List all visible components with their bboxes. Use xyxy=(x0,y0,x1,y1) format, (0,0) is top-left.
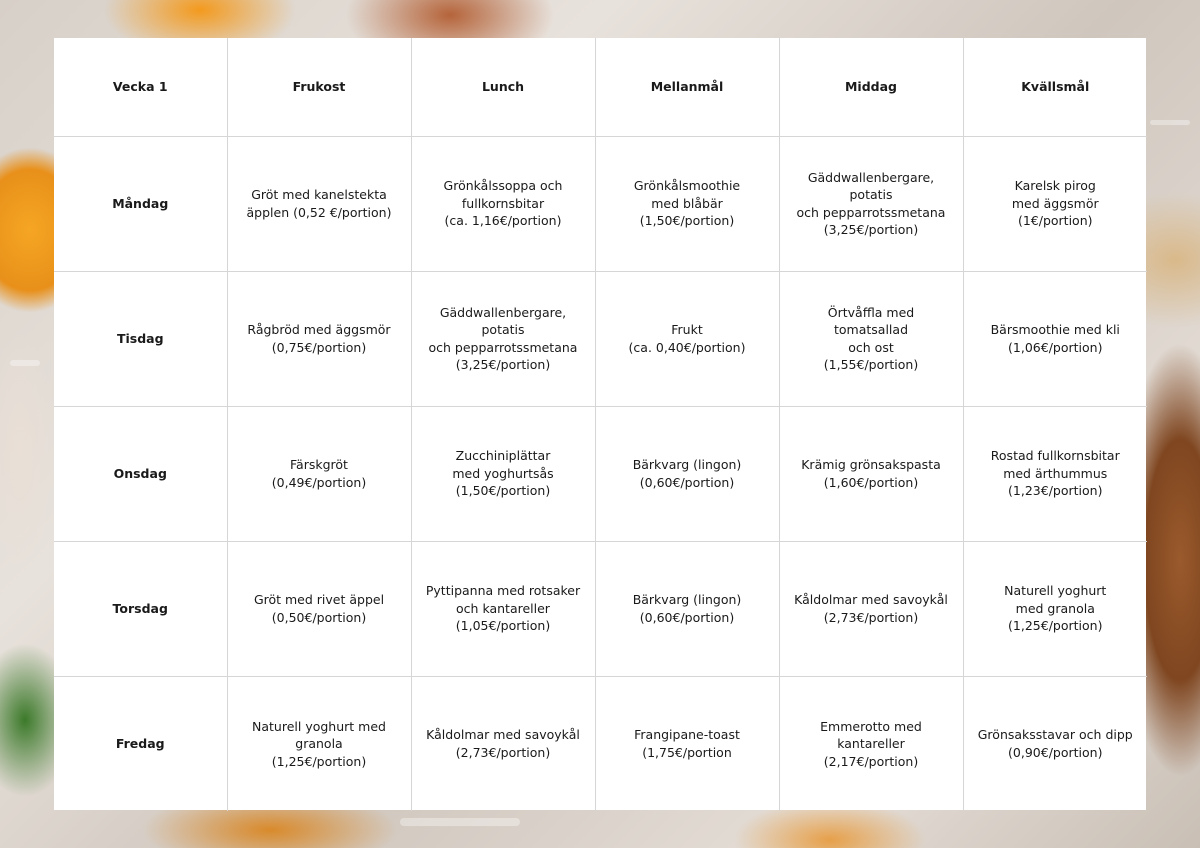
meal-line: (3,25€/portion) xyxy=(455,357,551,372)
column-header-snack: Mellanmål xyxy=(595,38,779,136)
meal-line: Rågbröd med äggsmör xyxy=(247,322,391,337)
meal-cell xyxy=(227,541,411,676)
meal-line: (0,60€/portion) xyxy=(639,609,735,625)
meal-line: (0,60€/portion) xyxy=(639,474,735,490)
table-row xyxy=(54,676,1147,811)
meal-cell xyxy=(595,541,779,676)
meal-line: Grönkålsmoothie xyxy=(633,178,741,194)
meal-cell xyxy=(779,406,963,541)
week-label: Vecka 1 xyxy=(54,38,227,136)
meal-cell xyxy=(595,136,779,271)
meal-line: (0,50€/portion) xyxy=(271,609,367,625)
meal-line: Grönsaksstavar och dipp xyxy=(977,727,1133,743)
meal-cell xyxy=(411,406,595,541)
meal-cell xyxy=(779,676,963,811)
meal-line: (1,50€/portion) xyxy=(455,483,551,499)
background-wood-streak xyxy=(400,818,520,826)
meal-line: (ca. 1,16€/portion) xyxy=(444,213,562,229)
meal-line: (1,06€/portion) xyxy=(1008,339,1103,355)
meal-cell xyxy=(779,271,963,406)
meal-line: Zucchiniplättar xyxy=(455,448,551,464)
meal-line: Örtvåffla med tomatsallad xyxy=(827,304,915,337)
meal-line: och kantareller xyxy=(456,600,550,616)
column-header-lunch: Lunch xyxy=(411,38,595,136)
meal-line: med äggsmör xyxy=(1011,195,1099,211)
meal-cell xyxy=(779,136,963,271)
meal-line: (2,73€/portion) xyxy=(823,609,919,625)
day-label: Fredag xyxy=(54,676,227,811)
meal-cell xyxy=(963,676,1147,811)
column-header-dinner: Middag xyxy=(779,38,963,136)
day-label: Tisdag xyxy=(54,271,227,406)
meal-line: med ärthummus xyxy=(1003,465,1108,481)
meal-line: och pepparrotssmetana xyxy=(428,339,578,355)
meal-line: (0,49€/portion) xyxy=(271,474,367,490)
meal-line: (0,75€/portion) xyxy=(271,339,367,355)
meal-cell xyxy=(963,406,1147,541)
meal-cell xyxy=(963,136,1147,271)
background-wood-streak xyxy=(10,360,40,366)
meal-line: (1,75€/portion xyxy=(642,744,732,760)
meal-line: (1,23€/portion) xyxy=(1008,483,1103,499)
meal-line: Frangipane-toast xyxy=(634,727,740,743)
meal-cell xyxy=(227,406,411,541)
meal-line: Bärsmoothie med kli xyxy=(990,322,1120,337)
meal-line: (1,25€/portion) xyxy=(1008,618,1103,634)
meal-line: Emmerotto med kantareller xyxy=(820,718,922,751)
meal-plan-sheet xyxy=(54,38,1146,810)
meal-line: med blåbär xyxy=(651,195,723,211)
meal-line: Bärkvarg (lingon) xyxy=(632,457,742,472)
meal-line: Gröt med kanelstekta xyxy=(251,187,387,202)
meal-line: Kåldolmar med savoykål xyxy=(794,592,948,607)
meal-line: (1,25€/portion) xyxy=(271,753,367,769)
meal-cell xyxy=(411,271,595,406)
day-label: Torsdag xyxy=(54,541,227,676)
meal-line: fullkornsbitar xyxy=(461,195,545,211)
meal-cell xyxy=(227,136,411,271)
meal-line: (1,55€/portion) xyxy=(823,357,919,372)
meal-line: Grönkålssoppa och xyxy=(443,178,563,194)
meal-line: (2,17€/portion) xyxy=(823,753,919,769)
day-label: Måndag xyxy=(54,136,227,271)
meal-cell xyxy=(963,541,1147,676)
meal-cell xyxy=(595,676,779,811)
meal-line: Gäddwallenbergare, potatis xyxy=(807,169,935,202)
meal-cell xyxy=(411,541,595,676)
meal-line: Frukt xyxy=(671,322,703,337)
meal-line: med yoghurtsås xyxy=(452,465,554,481)
meal-cell xyxy=(411,676,595,811)
meal-line: Bärkvarg (lingon) xyxy=(632,592,742,607)
meal-line: och ost xyxy=(848,339,894,355)
column-header-evening-meal: Kvällsmål xyxy=(963,38,1147,136)
meal-cell xyxy=(227,676,411,811)
meal-line: Naturell yoghurt xyxy=(1004,583,1107,599)
table-row xyxy=(54,136,1147,271)
meal-line: Färskgröt xyxy=(290,457,348,472)
meal-cell xyxy=(411,136,595,271)
meal-line: Karelsk pirog xyxy=(1014,178,1096,194)
meal-line: (ca. 0,40€/portion) xyxy=(628,339,746,355)
meal-line: Naturell yoghurt med xyxy=(252,718,386,734)
meal-line: Pyttipanna med rotsaker xyxy=(425,583,581,599)
table-header-row xyxy=(54,38,1147,136)
column-header-breakfast: Frukost xyxy=(227,38,411,136)
meal-line: Gröt med rivet äppel xyxy=(253,592,385,607)
meal-line: Kåldolmar med savoykål xyxy=(426,727,580,743)
meal-cell xyxy=(595,406,779,541)
table-row xyxy=(54,541,1147,676)
table-row xyxy=(54,271,1147,406)
meal-line: Rostad fullkornsbitar xyxy=(990,448,1120,464)
meal-line: granola xyxy=(295,736,343,751)
table-row xyxy=(54,406,1147,541)
meal-line: och pepparrotssmetana xyxy=(796,204,946,220)
meal-cell xyxy=(595,271,779,406)
meal-line: med granola xyxy=(1015,600,1095,616)
day-label: Onsdag xyxy=(54,406,227,541)
meal-line: (1€/portion) xyxy=(1017,213,1093,229)
meal-line: (1,60€/portion) xyxy=(823,474,919,490)
meal-line: (2,73€/portion) xyxy=(455,744,551,760)
meal-line: Krämig grönsakspasta xyxy=(801,457,941,472)
meal-cell xyxy=(963,271,1147,406)
meal-line: (1,50€/portion) xyxy=(639,213,735,229)
meal-line: (0,90€/portion) xyxy=(1008,744,1103,760)
meal-line: (1,05€/portion) xyxy=(455,618,551,634)
meal-cell xyxy=(779,541,963,676)
meal-line: (3,25€/portion) xyxy=(823,222,919,237)
meal-cell xyxy=(227,271,411,406)
meal-line: Gäddwallenbergare, potatis xyxy=(439,304,567,337)
meal-plan-table xyxy=(54,38,1147,811)
background-wood-streak xyxy=(1150,120,1190,125)
meal-line: äpplen (0,52 €/portion) xyxy=(246,204,392,220)
